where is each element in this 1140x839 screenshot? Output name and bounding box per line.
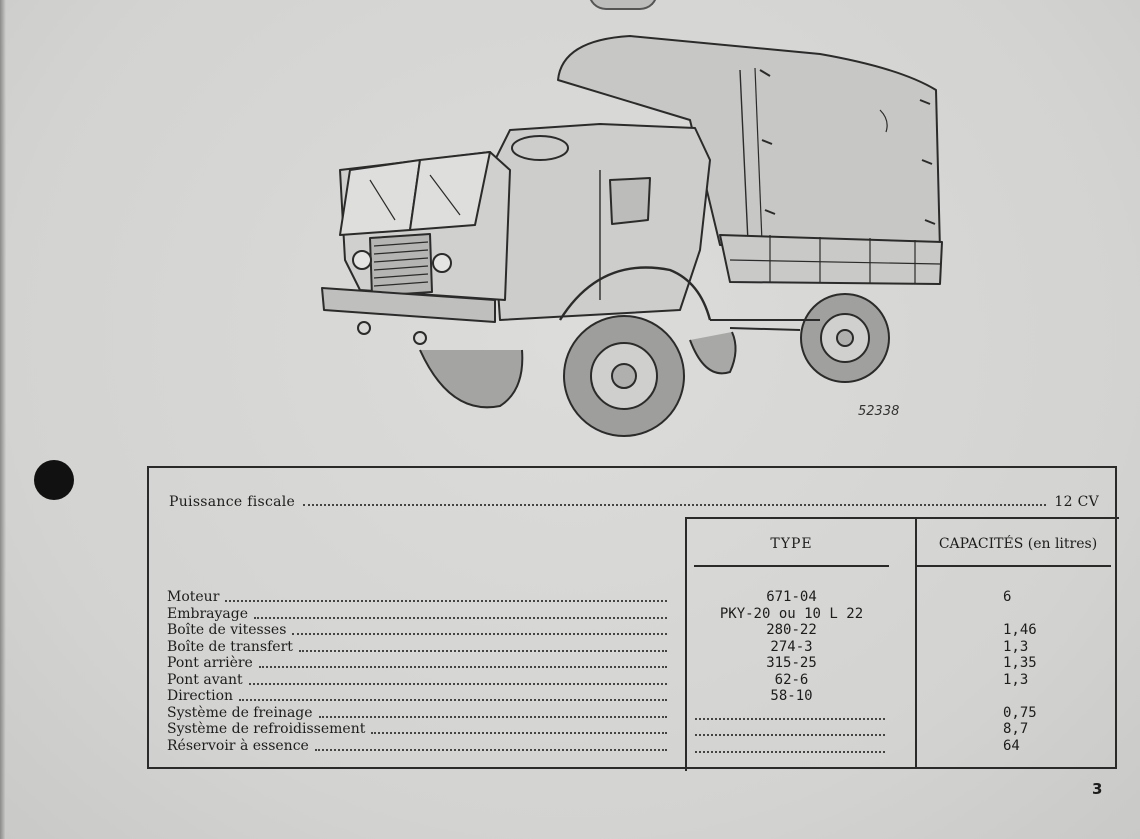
page-edge-shadow: [0, 0, 6, 839]
leader-dots: [254, 617, 667, 619]
header-rule: [917, 565, 1111, 567]
leader-dots: [371, 732, 667, 734]
column-header-type: TYPE: [770, 536, 813, 552]
component-type: 280-22: [766, 622, 817, 638]
table-row: [167, 639, 1087, 656]
row-label-wrap: [167, 705, 667, 722]
fiscal-power-label: Puissance fiscale: [169, 494, 296, 510]
leader-dots: [259, 666, 667, 668]
component-label: Pont avant: [167, 671, 243, 688]
component-capacity: 1,46: [1003, 622, 1037, 638]
row-label-wrap: [167, 688, 667, 705]
leader-dots: [292, 633, 667, 635]
component-label: Direction: [167, 688, 234, 704]
header-rule: [694, 565, 889, 567]
component-capacity: 1,35: [1003, 655, 1037, 671]
leader-dots: [299, 650, 667, 652]
type-leader-dots: [695, 738, 885, 753]
leader-dots: [315, 749, 667, 751]
component-capacity: 64: [1003, 737, 1020, 754]
specification-table: [147, 466, 1117, 769]
truck-illustration: [300, 20, 960, 440]
leader-dots: [239, 699, 667, 701]
component-type: 62-6: [774, 671, 809, 688]
component-label: Moteur: [167, 589, 220, 605]
table-row: [167, 655, 1087, 672]
component-capacity: 1,3: [1003, 638, 1029, 655]
type-leader-dots: [695, 721, 885, 736]
page-number: 3: [1092, 780, 1103, 798]
component-label: Boîte de vitesses: [167, 622, 287, 638]
component-type: 315-25: [766, 655, 817, 671]
component-capacity: 0,75: [1003, 704, 1037, 721]
table-row: [167, 589, 1087, 606]
leader-dots: [319, 716, 667, 718]
table-row: [167, 705, 1087, 722]
component-label: Boîte de transfert: [167, 638, 293, 655]
component-capacity: 8,7: [1003, 721, 1029, 737]
leader-dots: [303, 504, 1046, 506]
component-label: Système de freinage: [167, 704, 313, 721]
leader-dots: [249, 683, 667, 685]
table-row: [167, 721, 1087, 738]
table-row: [167, 622, 1087, 639]
component-type: 58-10: [770, 688, 813, 704]
component-type: 671-04: [766, 589, 817, 605]
component-type: PKY-20 ou 10 L 22: [719, 605, 864, 622]
table-row: [167, 672, 1087, 689]
component-label: Système de refroidissement: [167, 721, 366, 737]
component-capacity: 1,3: [1003, 671, 1029, 688]
column-header-capacity: CAPACITÉS (en litres): [938, 536, 1098, 552]
binder-punch-hole: [34, 460, 74, 500]
component-label: Pont arrière: [167, 655, 253, 671]
figure-reference-number: 52338: [858, 404, 900, 419]
component-label: Embrayage: [167, 605, 248, 622]
leader-dots: [225, 600, 667, 602]
row-label-wrap: [167, 738, 667, 755]
fiscal-power-row: [169, 488, 1099, 510]
type-leader-dots: [695, 705, 885, 720]
fiscal-power-value: 12 CV: [1054, 494, 1099, 510]
component-type: 274-3: [770, 638, 813, 655]
table-row: [167, 606, 1087, 623]
table-row: [167, 688, 1087, 705]
row-label-wrap: [167, 721, 667, 738]
row-label-wrap: [167, 639, 667, 656]
component-capacity: 6: [1003, 589, 1012, 605]
row-label-wrap: [167, 672, 667, 689]
table-row: [167, 738, 1087, 755]
row-label-wrap: [167, 589, 667, 606]
row-label-wrap: [167, 655, 667, 672]
component-label: Réservoir à essence: [167, 737, 309, 754]
row-label-wrap: [167, 606, 667, 623]
row-label-wrap: [167, 622, 667, 639]
previous-illustration-fragment: [588, 0, 658, 10]
